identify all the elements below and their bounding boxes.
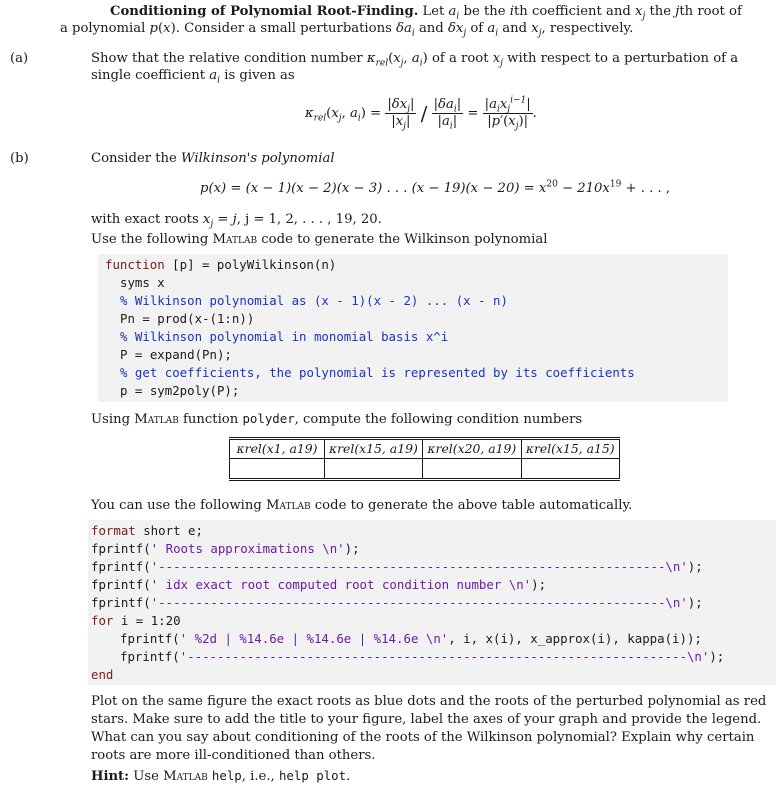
code2-line-7: fprintf(' %2d | %14.6e | %14.6e | %14.6e \n', i, x(i), x_approx(i), kappa(i)); (120, 631, 702, 646)
table-header-4: κrel(x15, a15) (521, 439, 619, 459)
table-header-2: κrel(x15, a19) (325, 439, 423, 459)
code1-line-7: % get coefficients, the polynomial is represented by its coefficients (120, 365, 635, 380)
table-cell (422, 459, 521, 480)
part-b-label: (b) (10, 151, 29, 166)
plot-paragraph-line-3: What can you say about conditioning of the roots of the Wilkinson polynomial? Explain why certain (91, 730, 755, 745)
plot-paragraph-line-2: stars. Make sure to add the title to your figure, label the axes of your graph and provide the legend. (91, 712, 762, 727)
condition-number-table (229, 437, 620, 481)
intro-line-2: a polynomial p(x). Consider a small perturbations $\delta a_i$ and $\delta x_j$ of $a_i$ and $x_j$, respectively. (60, 21, 634, 39)
wilkinson-polynomial-equation: p(x) = (x − 1)(x − 2)(x − 3) . . . $(x - 19)(x - 20) = x^{20} - 210x^{19}$ + . . . , (200, 179, 671, 196)
code2-line-1: format short e; (91, 523, 203, 538)
code2-line-6: for i = 1:20 (91, 613, 181, 628)
code2-line-2: fprintf(' Roots approximations \n'); (91, 541, 360, 556)
code2-line-9: end (91, 667, 114, 682)
table-cell (230, 459, 325, 480)
part-b-consider: Consider the Wilkinson's polynomial (91, 151, 335, 166)
plot-paragraph-line-4: roots are more ill-conditioned than others. (91, 748, 376, 763)
plot-paragraph-line-1: Plot on the same figure the exact roots as blue dots and the roots of the perturbed polynomial as red (91, 694, 767, 709)
using-polyder-line: Using Matlab function polyder, compute the following condition numbers (91, 411, 583, 427)
condition-number-formula: $\kappa_{rel}(x_j$, $a_i$) = $\frac{|\delta x_j|}{|x_j|}$ / $\frac{|\delta a_i|}{|a_i|}$ = $\frac{|a_ix_j^{i-1}|}{|p'(x_j)|}$ . (305, 95, 537, 132)
part-a-line-2: single coefficient $a_i$ is given as (91, 68, 295, 86)
use-code-line: Use the following Matlab code to generate the Wilkinson polynomial (91, 232, 548, 247)
exact-roots-line: with exact roots $x_j = j$, j = 1, 2, . . . , 19, 20. (91, 212, 382, 230)
code1-line-5: % Wilkinson polynomial in monomial basis x^i (120, 329, 449, 344)
code1-line-8: p = sym2poly(P); (120, 383, 240, 398)
code1-line-6: P = expand(Pn); (120, 347, 232, 362)
code1-line-2: syms x (120, 275, 165, 290)
code2-line-3: fprintf('--------------------------------------------------------------------\n'); (91, 559, 703, 574)
table-cell (521, 459, 619, 480)
table-cell (325, 459, 423, 480)
code1-line-4: Pn = prod(x-(1:n)) (120, 311, 255, 326)
code1-line-3: % Wilkinson polynomial as (x - 1)(x - 2) ... (x - n) (120, 293, 508, 308)
part-a-label: (a) (10, 51, 29, 66)
problem-title: Conditioning of Polynomial Root-Finding. (110, 4, 419, 19)
part-a-line-1: Show that the relative condition number $\kappa_{rel}(x_j$, $a_i$) of a root $x_j$ with respect to a perturbation of a (91, 51, 739, 69)
table-header-1: κrel(x1, a19) (230, 439, 325, 459)
code1-line-1: function [p] = polyWilkinson(n) (105, 257, 337, 272)
code2-line-5: fprintf('--------------------------------------------------------------------\n'); (91, 595, 703, 610)
table-header-3: κrel(x20, a19) (422, 439, 521, 459)
code2-line-8: fprintf('-------------------------------------------------------------------\n'); (120, 649, 725, 664)
you-can-line: You can use the following Matlab code to generate the above table automatically. (91, 498, 633, 513)
code2-line-4: fprintf(' idx exact root computed root condition number \n'); (91, 577, 547, 592)
hint-line: Hint: Use Matlab help, i.e., help plot. (91, 768, 351, 784)
intro-line-1: Conditioning of Polynomial Root-Finding. Let $a_i$ be the ith coefficient and $x_j$ the jth root of (110, 4, 742, 22)
